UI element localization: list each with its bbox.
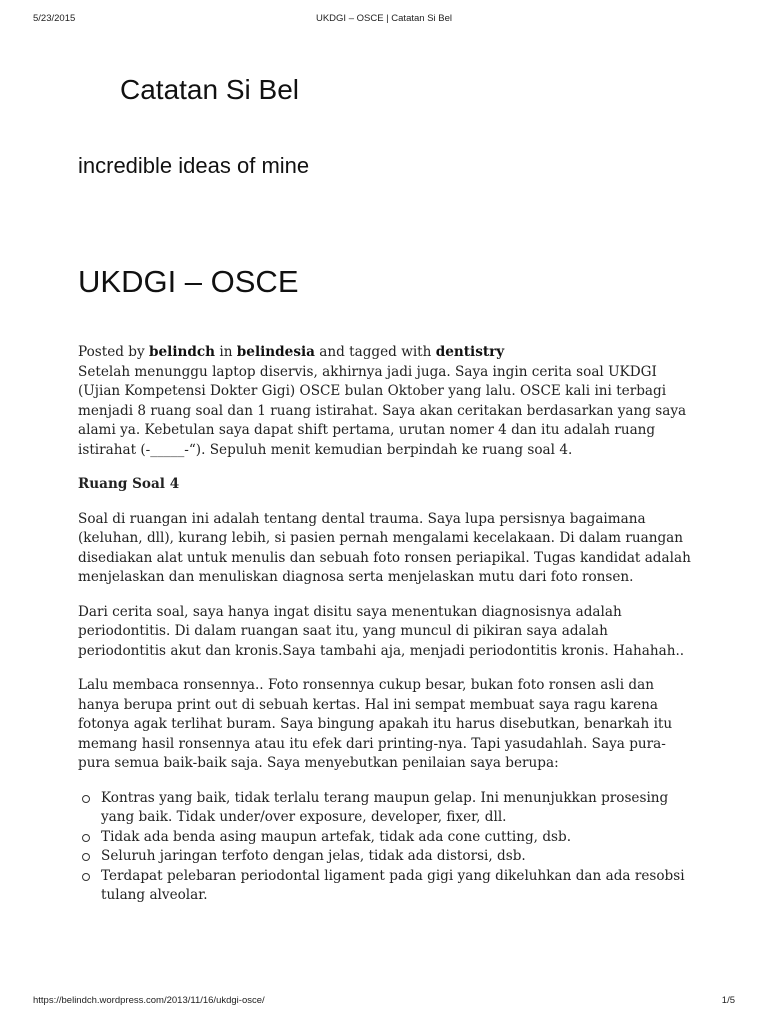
list-item: Tidak ada benda asing maupun artefak, tidak ada cone cutting, dsb. [80,828,696,848]
print-url: https://belindch.wordpress.com/2013/11/16/ukdgi-osce/ [33,995,265,1006]
post-meta [78,343,696,363]
intro-paragraph: Setelah menunggu laptop diservis, akhirnya jadi juga. Saya ingin cerita soal UKDGI (Ujian Kompetensi Dokter Gigi) OSCE bulan Oktober yang lalu. OSCE kali ini terbagi menjadi 8 ruang soal dan 1 ruang istirahat. Saya akan ceritakan berdasarkan yang saya alami ya. Kebetulan saya dapat shift pertama, urutan nomer 4 dan itu adalah ruang istirahat (-_____-“). Sepuluh menit kemudian berpindah ke ruang soal 4. [78,363,687,458]
post-title[interactable]: UKDGI – OSCE [78,264,299,299]
page-number: 1/5 [721,995,735,1006]
posted-by-label: Posted by [78,344,145,360]
list-item: Seluruh jaringan terfoto dengan jelas, tidak ada distorsi, dsb. [80,847,696,867]
tag-link[interactable]: dentistry [435,344,505,360]
list-item: Kontras yang baik, tidak terlalu terang maupun gelap. Ini menunjukkan prosesing yang baik. Tidak under/over exposure, developer, fixer, dll. [80,789,696,828]
in-label: in [219,344,233,360]
category-link[interactable]: belindesia [236,344,315,360]
body-paragraph: Dari cerita soal, saya hanya ingat disitu saya menentukan diagnosisnya adalah periodontitis. Di dalam ruangan saat itu, yang muncul di pikiran saya adalah periodontitis akut dan kronis.Saya tambahi aja, menjadi periodontitis kronis. Hahahah.. [78,603,685,659]
author-link[interactable]: belindch [149,344,216,360]
site-tagline: incredible ideas of mine [78,153,310,178]
body-paragraph: Lalu membaca ronsennya.. Foto ronsennya cukup besar, bukan foto ronsen asli dan hanya berupa print out di sebuah kertas. Hal ini sempat membuat saya ragu karena fotonya agak terlihat buram. Saya bingung apakah itu harus disebutkan, benarkah itu memang hasil ronsennya atau itu efek dari printing-nya. Tapi yasudahlah. Saya pura-pura semua baik-baik saja. Saya menyebutkan penilaian saya berupa: [78,677,673,771]
post-content [78,343,696,906]
list-item: Terdapat pelebaran periodontal ligament pada gigi yang dikeluhkan dan ada resobsi tulang alveolar. [80,867,696,906]
criteria-list [78,789,696,906]
tagged-label: and tagged with [319,344,432,360]
print-document-title: UKDGI – OSCE | Catatan Si Bel [315,13,453,24]
print-date: 5/23/2015 [33,13,76,24]
site-title[interactable]: Catatan Si Bel [120,74,299,105]
section-heading: Ruang Soal 4 [78,476,180,492]
body-paragraph: Soal di ruangan ini adalah tentang dental trauma. Saya lupa persisnya bagaimana (keluhan, dll), kurang lebih, si pasien pernah mengalami kecelakaan. Di dalam ruangan disediakan alat untuk menulis dan sebuah foto ronsen periapikal. Tugas kandidat adalah menjelaskan dan menuliskan diagnosa serta menjelaskan mutu dari foto ronsen. [78,510,691,585]
